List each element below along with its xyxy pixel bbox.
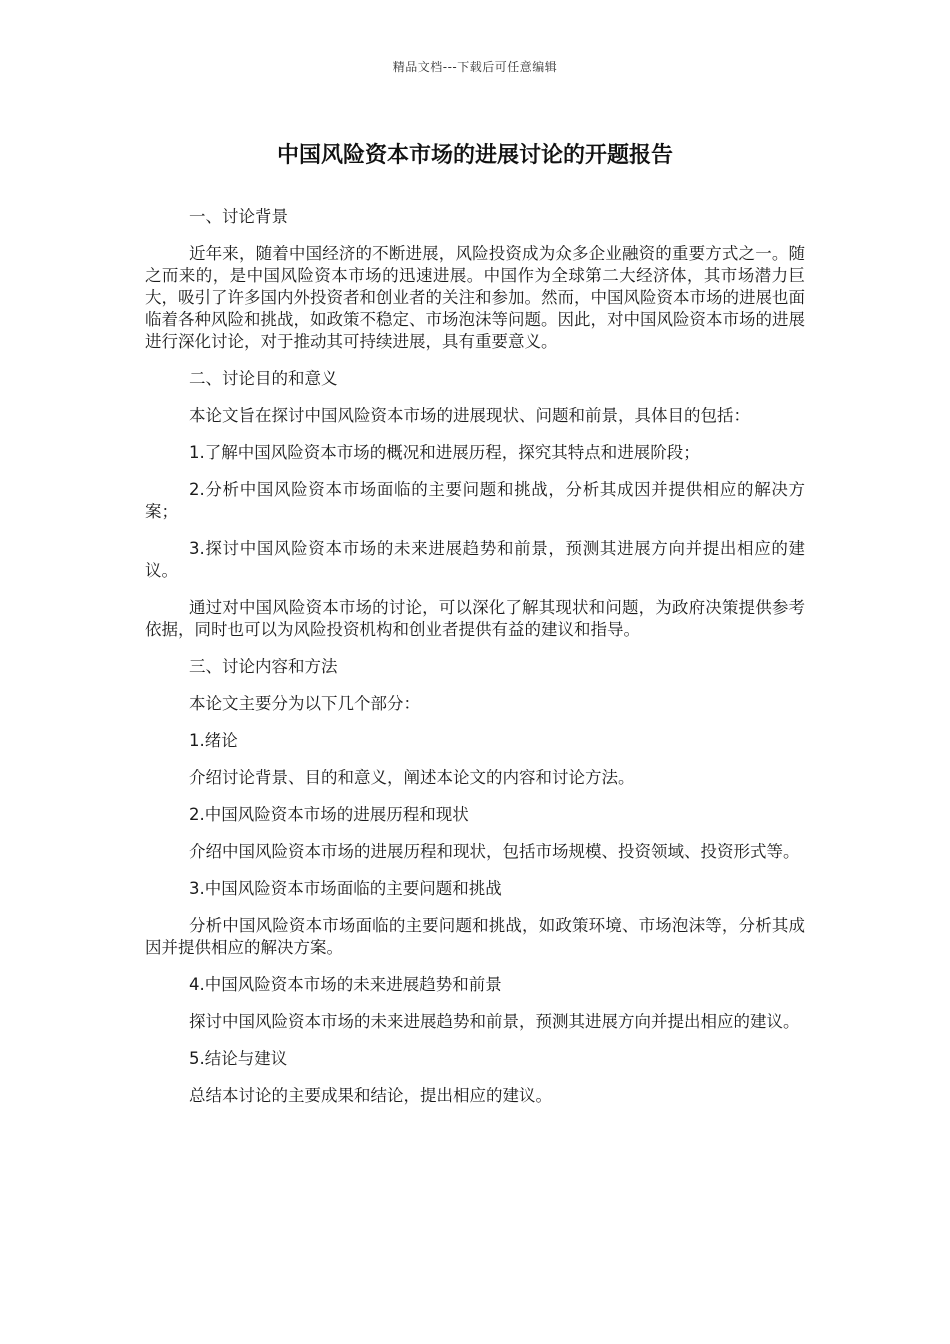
document-body — [145, 206, 805, 1122]
part-heading-5: 5.结论与建议 — [189, 1049, 288, 1068]
part-heading-1: 1.绪论 — [189, 731, 238, 750]
section-heading-background: 一、讨论背景 — [189, 207, 288, 226]
page-title: 中国风险资本市场的进展讨论的开题报告 — [276, 143, 673, 168]
list-item-purpose-1: 1.了解中国风险资本市场的概况和进展历程，探究其特点和进展阶段； — [189, 443, 700, 462]
section-heading-purpose: 二、讨论目的和意义 — [189, 369, 338, 388]
part-heading-2: 2.中国风险资本市场的进展历程和现状 — [189, 805, 469, 824]
paragraph-background: 近年来，随着中国经济的不断进展，风险投资成为众多企业融资的重要方式之一。随之而来的，是中国风险资本市场的迅速进展。中国作为全球第二大经济体，其市场潜力巨大，吸引了许多国内外投资者和创业者的关注和参加。然而，中国风险资本市场的进展也面临着各种风险和挑战，如政策不稳定、市场泡沫等问题。因此，对中国风险资本市场的进展进行深化讨论，对于推动其可持续进展，具有重要意义。 — [145, 244, 805, 351]
part-description-5: 总结本讨论的主要成果和结论，提出相应的建议。 — [189, 1086, 552, 1105]
part-heading-3: 3.中国风险资本市场面临的主要问题和挑战 — [189, 879, 502, 898]
part-description-2: 介绍中国风险资本市场的进展历程和现状，包括市场规模、投资领域、投资形式等。 — [189, 842, 800, 861]
section-heading-content: 三、讨论内容和方法 — [189, 657, 338, 676]
part-heading-4: 4.中国风险资本市场的未来进展趋势和前景 — [189, 975, 502, 994]
part-description-1: 介绍讨论背景、目的和意义，阐述本论文的内容和讨论方法。 — [189, 768, 635, 787]
paragraph-significance: 通过对中国风险资本市场的讨论，可以深化了解其现状和问题，为政府决策提供参考依据，同时也可以为风险投资机构和创业者提供有益的建议和指导。 — [145, 598, 805, 639]
part-description-3: 分析中国风险资本市场面临的主要问题和挑战，如政策环境、市场泡沫等，分析其成因并提供相应的解决方案。 — [145, 916, 805, 957]
list-item-purpose-2: 2.分析中国风险资本市场面临的主要问题和挑战，分析其成因并提供相应的解决方案； — [145, 480, 805, 521]
paragraph-content-intro: 本论文主要分为以下几个部分： — [189, 694, 420, 713]
paragraph-purpose-intro: 本论文旨在探讨中国风险资本市场的进展现状、问题和前景，具体目的包括： — [189, 406, 750, 425]
part-description-4: 探讨中国风险资本市场的未来进展趋势和前景，预测其进展方向并提出相应的建议。 — [189, 1012, 800, 1031]
list-item-purpose-3: 3.探讨中国风险资本市场的未来进展趋势和前景，预测其进展方向并提出相应的建议。 — [145, 539, 805, 580]
header-note: 精品文档---下载后可任意编辑 — [392, 60, 558, 74]
